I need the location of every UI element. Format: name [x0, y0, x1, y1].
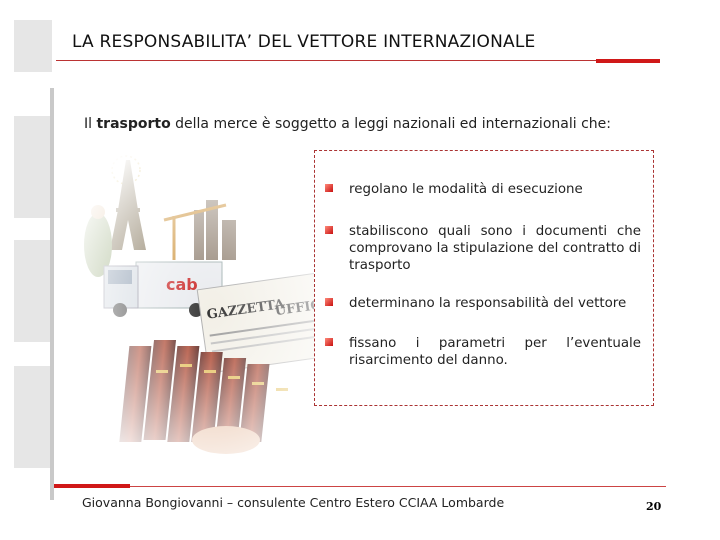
bullet-square-icon	[325, 338, 333, 346]
title-underline	[56, 60, 660, 61]
bullet-square-icon	[325, 298, 333, 306]
side-vertical-bar	[50, 88, 54, 500]
footer-rule	[54, 486, 666, 487]
intro-bold-word: trasporto	[96, 116, 171, 132]
bullet-item-2: stabiliscono quali sono i documenti che comprovano la stipulazione del contratto di trasporto	[349, 224, 641, 273]
intro-text	[84, 116, 611, 132]
slide-title: LA RESPONSABILITA’ DEL VETTORE INTERNAZIONALE	[72, 32, 536, 52]
footer-accent-bar	[54, 484, 130, 488]
bullet-item-3: determinano la responsabilità del vettore	[349, 296, 627, 311]
bullet-square-icon	[325, 184, 333, 192]
bullet-list-box	[314, 150, 654, 406]
bullet-item-1: regolano le modalità di esecuzione	[349, 182, 583, 197]
side-block-top	[14, 20, 52, 72]
intro-prefix: Il	[84, 116, 97, 132]
bullet-square-icon	[325, 226, 333, 234]
title-accent-bar	[596, 59, 660, 63]
footer-credit: Giovanna Bongiovanni – consulente Centro Estero CCIAA Lombarde	[82, 495, 505, 510]
transport-collage-illustration	[76, 150, 346, 470]
side-block-1	[14, 116, 52, 218]
side-block-2	[14, 240, 52, 342]
bullet-item-4: fissano i parametri per l’eventuale risarcimento del danno.	[349, 336, 641, 368]
side-block-3	[14, 366, 52, 468]
intro-suffix: della merce è soggetto a leggi nazionali ed internazionali che:	[170, 116, 611, 132]
page-number: 20	[646, 500, 662, 513]
